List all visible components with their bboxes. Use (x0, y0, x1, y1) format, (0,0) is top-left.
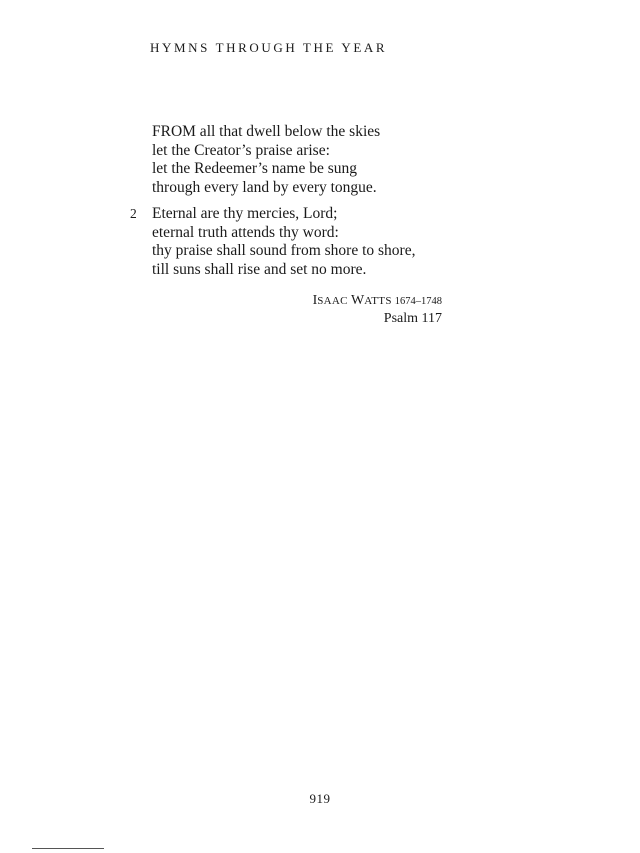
author-dates: 1674–1748 (394, 296, 442, 307)
footer-rule (32, 848, 104, 849)
author-last-initial: W (351, 293, 365, 308)
attribution (313, 292, 442, 327)
author-initial: I (312, 293, 318, 308)
verse-line: let the Creator’s praise arise: (152, 141, 330, 159)
verse-number: 2 (130, 206, 137, 221)
verse-line: Eternal are thy mercies, Lord; (152, 205, 338, 222)
author-last-rest: ATTS (364, 295, 392, 307)
page-number: 919 (309, 791, 331, 806)
stanza-2 (130, 205, 416, 279)
stanza-1 (152, 123, 380, 197)
verse-line: till suns shall rise and set no more. (152, 260, 367, 278)
verse-line: let the Redeemer’s name be sung (152, 160, 358, 177)
running-head: HYMNS THROUGH THE YEAR (150, 40, 388, 55)
verse-line: through every land by every tongue. (152, 178, 377, 196)
author-name (313, 292, 442, 310)
verse-line: FROM all that dwell below the skies (152, 123, 381, 140)
verse-line: eternal truth attends thy word: (152, 223, 339, 241)
scripture-source: Psalm 117 (383, 311, 442, 326)
author-first-rest: SAAC (317, 295, 348, 307)
verse-line: thy praise shall sound from shore to shore, (152, 242, 416, 259)
